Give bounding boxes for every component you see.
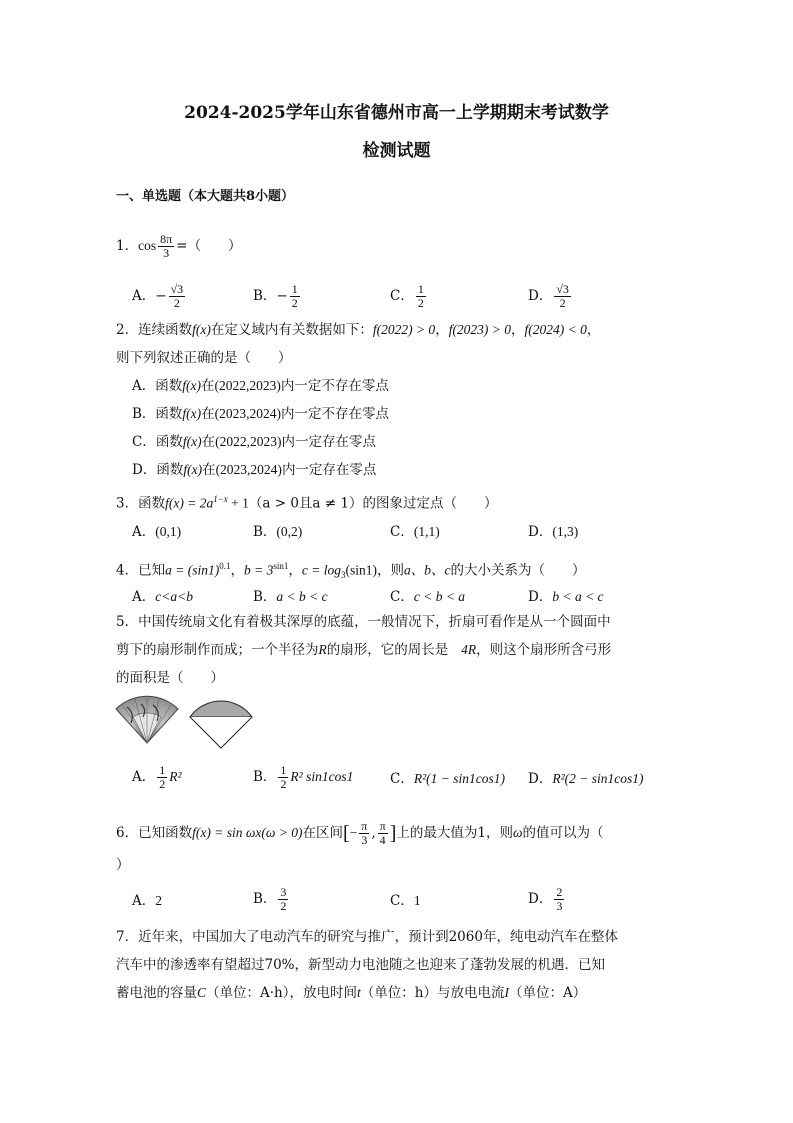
q5-b-num: 1: [280, 763, 287, 777]
q4-pre: 4．已知: [116, 562, 166, 579]
q2-b-text: B．函数: [132, 406, 183, 422]
folding-fan-icon: [113, 695, 181, 745]
q6-frac1: [359, 820, 369, 847]
q4-post2: 的大小关系为（ ）: [450, 562, 586, 579]
q1-b-num: 1: [291, 282, 298, 296]
q2-a-post: 内一定不存在零点: [280, 378, 389, 394]
q5-option-a[interactable]: [132, 764, 182, 791]
q5-d-value: R²(2 − sin1cos1): [552, 771, 644, 786]
q4-a-value: c<a<b: [155, 589, 193, 604]
q2-c-interval: (2022,2023): [215, 434, 282, 449]
q3-d-value: (1,3): [552, 524, 579, 539]
q5-c-value: R²(1 − sin1cos1): [413, 771, 505, 786]
q1-a-label: A．: [132, 288, 156, 304]
q4-c-expr: c = log: [301, 562, 341, 578]
q3-option-a[interactable]: [132, 523, 181, 541]
q3-exponent: 1−x: [213, 494, 228, 504]
q4-abc: a、b、c: [403, 562, 451, 578]
q4-d-value: b < a < c: [552, 589, 604, 604]
q6-b-den: 2: [280, 899, 287, 913]
q6-option-b[interactable]: [253, 886, 290, 913]
question-5-line2: [116, 641, 611, 659]
q6-frac2: [378, 820, 388, 847]
q5-b-post: R² sin1cos1: [290, 769, 354, 784]
q3-b-value: (0,2): [276, 524, 303, 539]
q6-expr: f(x) = sin ωx(ω > 0): [192, 825, 303, 840]
q3-expr: f(x) = 2a: [165, 495, 214, 511]
q2-option-d[interactable]: [132, 461, 376, 479]
q5-R: R: [318, 642, 327, 657]
question-1: [116, 233, 241, 260]
q3-a-label: A．: [132, 524, 156, 540]
q4-b-label: B．: [253, 589, 277, 605]
q6-d-label: D．: [528, 891, 553, 907]
question-7-line3: [116, 984, 586, 1002]
q5-option-d[interactable]: [528, 770, 643, 788]
circular-segment-icon: [185, 695, 257, 751]
q1-option-c[interactable]: [390, 283, 428, 310]
q6-frac1-num: π: [361, 819, 368, 833]
q1-frac-num: 8π: [160, 232, 173, 246]
doc-title-line2: 检测试题: [362, 141, 431, 161]
q2-fx: f(x): [192, 322, 211, 337]
q2-b-fx: f(x): [182, 406, 202, 421]
q2-text-a: 2．连续函数: [116, 322, 193, 338]
q1-d-label: D．: [528, 288, 553, 304]
q1-cos: cos: [138, 238, 157, 253]
q4-a-exponent: 0.1: [219, 561, 231, 571]
q2-c-text: C．函数: [132, 434, 183, 450]
q1-post: =（ ）: [176, 238, 242, 254]
q3-condition: （a > 0且a ≠ 1）: [248, 495, 363, 512]
q6-b-num: 3: [280, 885, 287, 899]
q6-post2: 的值可以为（: [522, 825, 604, 841]
q4-c-base: 3: [340, 570, 346, 581]
q3-b-label: B．: [253, 524, 277, 540]
q1-option-a[interactable]: [132, 283, 187, 310]
q5-4R: 4R: [461, 642, 477, 657]
q2-c-zai: 在: [201, 434, 216, 450]
q4-c-arg: (sin1): [345, 562, 377, 578]
q2-d-post: 内一定存在零点: [281, 462, 377, 478]
q6-d-den: 3: [556, 899, 563, 913]
q6-frac1-den: 3: [361, 833, 368, 847]
q2-a-interval: (2022,2023): [214, 378, 281, 393]
q2-d-text: D．函数: [132, 462, 184, 478]
q4-b-expr: b = 3: [243, 562, 274, 578]
question-7-line1: 7．近年来，中国加大了电动汽车的研究与推广，预计到2060年，纯电动汽车在整体: [116, 929, 618, 945]
q7-text-b: （单位：A·h），放电时间: [206, 985, 358, 1001]
q4-d-label: D．: [528, 589, 553, 605]
q5-text-b: 的扇形，它的周长是: [326, 642, 449, 658]
q1-b-sign: −: [276, 288, 288, 304]
q5-option-b[interactable]: [253, 764, 353, 791]
q4-post: ，则: [376, 562, 404, 579]
q1-d-den: 2: [559, 296, 566, 310]
q2-c-post: 内一定存在零点: [281, 434, 376, 450]
q6-bracket-right: ]: [389, 822, 397, 845]
q5-a-frac: [157, 764, 167, 791]
q7-text-a: 蓄电池的容量: [116, 985, 197, 1001]
q5-a-den: 2: [159, 777, 166, 791]
q6-option-c[interactable]: [390, 892, 421, 910]
q1-option-d[interactable]: [528, 283, 573, 310]
q3-option-c[interactable]: [390, 523, 440, 541]
q6-post: 上的最大值为1，则: [396, 825, 513, 841]
q6-d-num: 2: [556, 885, 563, 899]
q4-option-a[interactable]: [132, 588, 193, 606]
q6-omega: ω: [512, 825, 523, 840]
q4-option-d[interactable]: [528, 588, 604, 606]
q7-text-c: （单位：h）与放电电流: [360, 985, 505, 1001]
question-4: 4．已知$a = (\sin 1)^{0.1}$，$b = 3^{sin1}$，$c = \log_3(\sin 1)$，则a、b、c的大小关系为（ ）: [116, 561, 586, 581]
q2-data-3: f(2024) < 0: [524, 322, 587, 337]
q2-text-b: 在定义域内有关数据如下：: [210, 322, 373, 338]
q1-b-den: 2: [291, 296, 298, 310]
q6-option-a[interactable]: [132, 892, 162, 910]
question-6-cont: ）: [116, 857, 130, 873]
question-6: 6．已知函数f(x) = sin ωx(ω > 0)在区间[− $\frac{\pi}{3}$ , $\frac{\pi}{4}$ ]上的最大值为1，则ω的值可以为（: [116, 819, 604, 847]
q6-d-frac: [554, 886, 564, 913]
q5-a-post: R²: [169, 769, 182, 784]
q1-a-num: √3: [170, 282, 184, 296]
q5-a-label: A．: [132, 769, 156, 785]
q3-expr2: + 1: [227, 495, 249, 511]
q1-b-frac: [290, 283, 300, 310]
question-3: [116, 490, 497, 513]
q2-a-zai: 在: [200, 378, 215, 394]
q1-c-num: 1: [417, 282, 424, 296]
q4-a-expr: a = (sin1): [165, 562, 220, 578]
q6-a-label: A．: [132, 893, 156, 909]
q5-text-c: ，则这个扇形所含弓形: [476, 642, 612, 658]
q6-bracket-left: [: [342, 822, 350, 845]
q1-a-frac: [169, 283, 186, 310]
q1-option-b[interactable]: [253, 283, 302, 310]
q6-frac2-den: 4: [379, 833, 386, 847]
q1-a-sign: −: [155, 288, 167, 304]
q2-b-zai: 在: [201, 406, 215, 422]
q7-C: C: [197, 985, 207, 1000]
q1-number: 1．: [116, 238, 139, 254]
q5-a-num: 1: [159, 763, 166, 777]
q6-a-value: 2: [155, 893, 162, 908]
q4-b-exponent: sin1: [273, 561, 289, 571]
q1-d-frac: [554, 283, 571, 310]
question-5-line1: 5．中国传统扇文化有着极其深厚的底蕴，一般情况下，折扇可看作是从一个圆面中: [116, 614, 611, 630]
q2-a-fx: f(x): [182, 378, 201, 393]
q1-d-num: √3: [556, 282, 569, 296]
q7-t: t: [357, 985, 361, 1000]
q2-data-2: f(2023) > 0: [448, 322, 512, 337]
q2-b-interval: (2023,2024): [214, 406, 282, 421]
q2-b-post: 内一定不存在零点: [281, 406, 390, 422]
question-2-line1: 2．连续函数f(x)在定义域内有关数据如下：f(2022) > 0，f(2023) > 0，f(2024) < 0，: [116, 322, 601, 338]
q1-c-frac: [416, 283, 426, 310]
q5-d-label: D．: [528, 771, 553, 787]
q4-a-label: A．: [132, 589, 156, 605]
q2-a-text: A．函数: [132, 378, 183, 394]
q2-d-zai: 在: [202, 462, 216, 478]
q6-b-label: B．: [253, 891, 277, 907]
q6-minus: −: [349, 825, 358, 840]
q3-option-b[interactable]: [253, 523, 302, 541]
q2-d-interval: (2023,2024): [215, 462, 282, 477]
q3-option-d[interactable]: [528, 523, 578, 541]
q4-option-c[interactable]: [390, 588, 465, 606]
q6-mid: 在区间: [302, 825, 343, 841]
q2-option-b[interactable]: [132, 405, 389, 423]
q1-a-den: 2: [173, 296, 180, 310]
q4-c-label: C．: [390, 589, 414, 605]
q5-b-den: 2: [280, 777, 287, 791]
question-2-line2: 则下列叙述正确的是（ ）: [116, 350, 292, 366]
section-heading: 一、单选题（本大题共8小题）: [116, 189, 295, 204]
q7-I: I: [504, 985, 509, 1000]
q4-b-value: a < b < c: [276, 589, 328, 604]
q5-c-label: C．: [390, 771, 414, 787]
q3-d-label: D．: [528, 524, 553, 540]
q1-c-den: 2: [417, 296, 424, 310]
q6-b-frac: [278, 886, 288, 913]
q4-option-b[interactable]: [253, 588, 328, 606]
doc-title-line1: 2024-2025学年山东省德州市高一上学期期末考试数学: [184, 103, 609, 123]
q7-text-d: （单位：A）: [508, 985, 587, 1001]
q1-b-label: B．: [253, 288, 277, 304]
q6-option-d[interactable]: [528, 886, 566, 913]
q5-text-a: 剪下的扇形制作而成；一个半径为: [116, 642, 319, 658]
q2-data-1: f(2022) > 0: [372, 322, 436, 337]
q5-option-c[interactable]: [390, 770, 505, 788]
q6-frac2-num: π: [379, 819, 386, 833]
q3-a-value: (0,1): [155, 524, 182, 539]
q2-c-fx: f(x): [182, 434, 202, 449]
q5-b-label: B．: [253, 769, 277, 785]
q6-c-label: C．: [390, 893, 414, 909]
q2-option-a[interactable]: [132, 377, 389, 395]
q1-fraction: [158, 233, 174, 260]
q5-b-frac: [278, 764, 288, 791]
q3-post: 的图象过定点（ ）: [362, 495, 498, 512]
question-5-line3: 的面积是（ ）: [116, 670, 224, 686]
q3-c-value: (1,1): [413, 524, 440, 539]
q2-option-c[interactable]: [132, 433, 376, 451]
q3-pre: 3．函数: [116, 495, 166, 512]
q1-c-label: C．: [390, 288, 414, 304]
q6-pre: 6．已知函数: [116, 825, 193, 841]
q4-c-value: c < b < a: [413, 589, 466, 604]
q6-c-value: 1: [413, 893, 421, 908]
q3-c-label: C．: [390, 524, 414, 540]
q1-frac-den: 3: [163, 246, 170, 260]
q2-d-fx: f(x): [183, 462, 203, 477]
question-7-line2: 汽车中的渗透率有望超过70%，新型动力电池随之也迎来了蓬勃发展的机遇．已知: [116, 957, 606, 973]
